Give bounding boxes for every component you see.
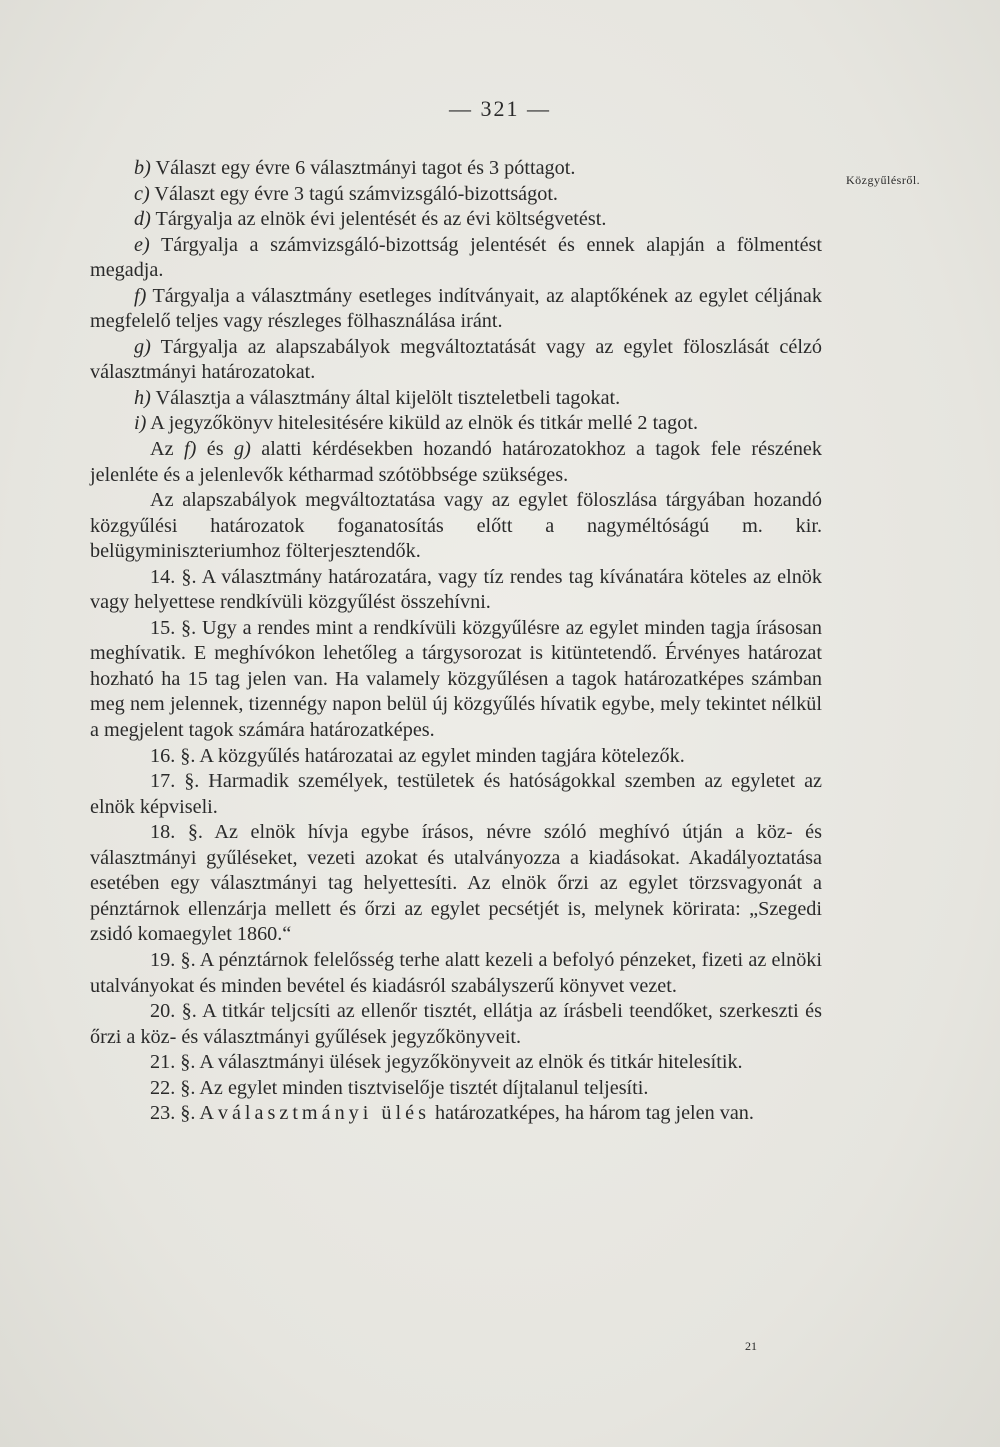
item-label: h) [134, 386, 151, 409]
paragraph-h [90, 386, 822, 412]
section-18: 18. §. Az elnök hívja egybe írásos, névre szóló meghívó útján a köz- és választmányi gyűléseket, vezeti azokat és utalványozza a kiadásokat. Akadályoztatása esetében egy választmányi tag helyettesíti. Az elnök őrzi az egylet törzsvagyonát a pénztárnok ellenzárja mellett és őrzi az egylet pecsétjét is, melynek körirata: „Szegedi zsidó komaegylet 1860.“ [90, 821, 822, 946]
paragraph-e [90, 233, 822, 284]
paragraph-fg-note [90, 437, 822, 488]
signature-mark: 21 [745, 1339, 757, 1353]
item-label: c) [134, 182, 150, 205]
item-text: A jegyzőkönyv hitelesitésére kiküld az elnök és titkár mellé 2 tagot. [146, 412, 698, 435]
section-16: 16. §. A közgyűlés határozatai az egylet minden tagjára kötelezők. [150, 744, 685, 767]
note-g-label: g) [234, 438, 251, 461]
note-mid: és [196, 438, 235, 461]
section-23-pre: 23. §. A [150, 1102, 218, 1125]
item-text: Tárgyalja az elnök évi jelentését és az évi költségvetést. [150, 208, 607, 231]
note-f-label: f) [183, 438, 197, 461]
item-label: e) [134, 233, 150, 256]
item-text: Tárgyalja az alapszabályok megváltoztatását vagy az egylet föloszlását célzó választmányi határozatokat. [90, 335, 822, 384]
section-19: 19. §. A pénztárnok felelősség terhe alatt kezeli a befolyó pénzeket, fizeti az elnöki utalványokat és minden bevétel és kiadásról szabályszerű könyvet vezet. [90, 948, 822, 997]
section-15: 15. §. Ugy a rendes mint a rendkívüli közgyűlésre az egylet minden tagja írásosan meghívatik. E meghívókon lehetőleg a tárgysorozat is kitüntetendő. Érvényes határozat hozható ha 15 tag jelen van. Ha valamely közgyűlésen a tagok határozatképes számban meg nem jelennek, tizennégy napon belül új közgyűlés hívatik egybe, mely tekintet nélkül a megjelent tagok számára határozatképes. [90, 616, 822, 742]
paragraph-approval: Az alapszabályok megváltoztatása vagy az egylet föloszlása tárgyában hozandó közgyűlési határozatok foganatosítás előtt a nagyméltóságú m. kir. belügyminiszteriumhoz fölterjesztendők. [90, 489, 822, 563]
paragraph-d [90, 207, 822, 233]
section-22: 22. §. Az egylet minden tisztviselője tisztét díjtalanul teljesíti. [150, 1076, 649, 1099]
paragraph-c [90, 182, 822, 208]
paragraph-g [90, 335, 822, 386]
margin-note: Közgyűlésről. [846, 173, 921, 187]
note-pre: Az [150, 438, 184, 461]
page-number: — 321 — [449, 96, 551, 121]
paragraph-i [90, 411, 822, 437]
body-text [90, 156, 822, 1127]
paragraph-b [90, 156, 822, 182]
section-23-post: határozatképes, ha három tag jelen van. [429, 1102, 754, 1125]
item-label: d) [134, 208, 151, 231]
section-23-spaced: választmányi ülés [217, 1102, 430, 1125]
item-text: Választ egy évre 3 tagú számvizsgáló-bizottságot. [149, 182, 558, 205]
item-text: Választja a választmány által kijelölt tiszteletbeli tagokat. [150, 386, 621, 409]
section-20: 20. §. A titkár teljcsíti az ellenőr tisztét, ellátja az írásbeli teendőket, szerkeszti és őrzi a köz- és választmányi gyűlések jegyzőkönyveit. [90, 1000, 822, 1048]
item-text: Tárgyalja a választmány esetleges indítványait, az alaptőkének az egylet céljának megfelelő teljes vagy részleges fölhasználása iránt. [90, 284, 822, 333]
section-21: 21. §. A választmányi ülések jegyzőkönyveit az elnök és titkár hitelesítik. [150, 1051, 743, 1074]
item-text: Tárgyalja a számvizsgáló-bizottság jelentését és ennek alapján a fölmentést megadja. [90, 233, 822, 282]
paragraph-f [90, 284, 822, 335]
item-label: g) [134, 335, 151, 358]
section-23 [90, 1101, 822, 1127]
section-17: 17. §. Harmadik személyek, testületek és hatóságokkal szemben az egyletet az elnök képviseli. [90, 770, 822, 818]
section-14: 14. §. A választmány határozatára, vagy tíz rendes tag kívánatára köteles az elnök vagy helyettese rendkívüli közgyűlést összehívni. [90, 565, 822, 614]
item-text: Választ egy évre 6 választmányi tagot és 3 póttagot. [150, 157, 576, 179]
note-post: alatti kérdésekben hozandó határozatokhoz a tagok fele részének jelenléte és a jelenlevők kétharmad szótöbbsége szükséges. [90, 438, 822, 486]
item-label: f) [134, 284, 147, 307]
item-label: i) [134, 412, 147, 435]
item-label: b) [134, 157, 151, 179]
